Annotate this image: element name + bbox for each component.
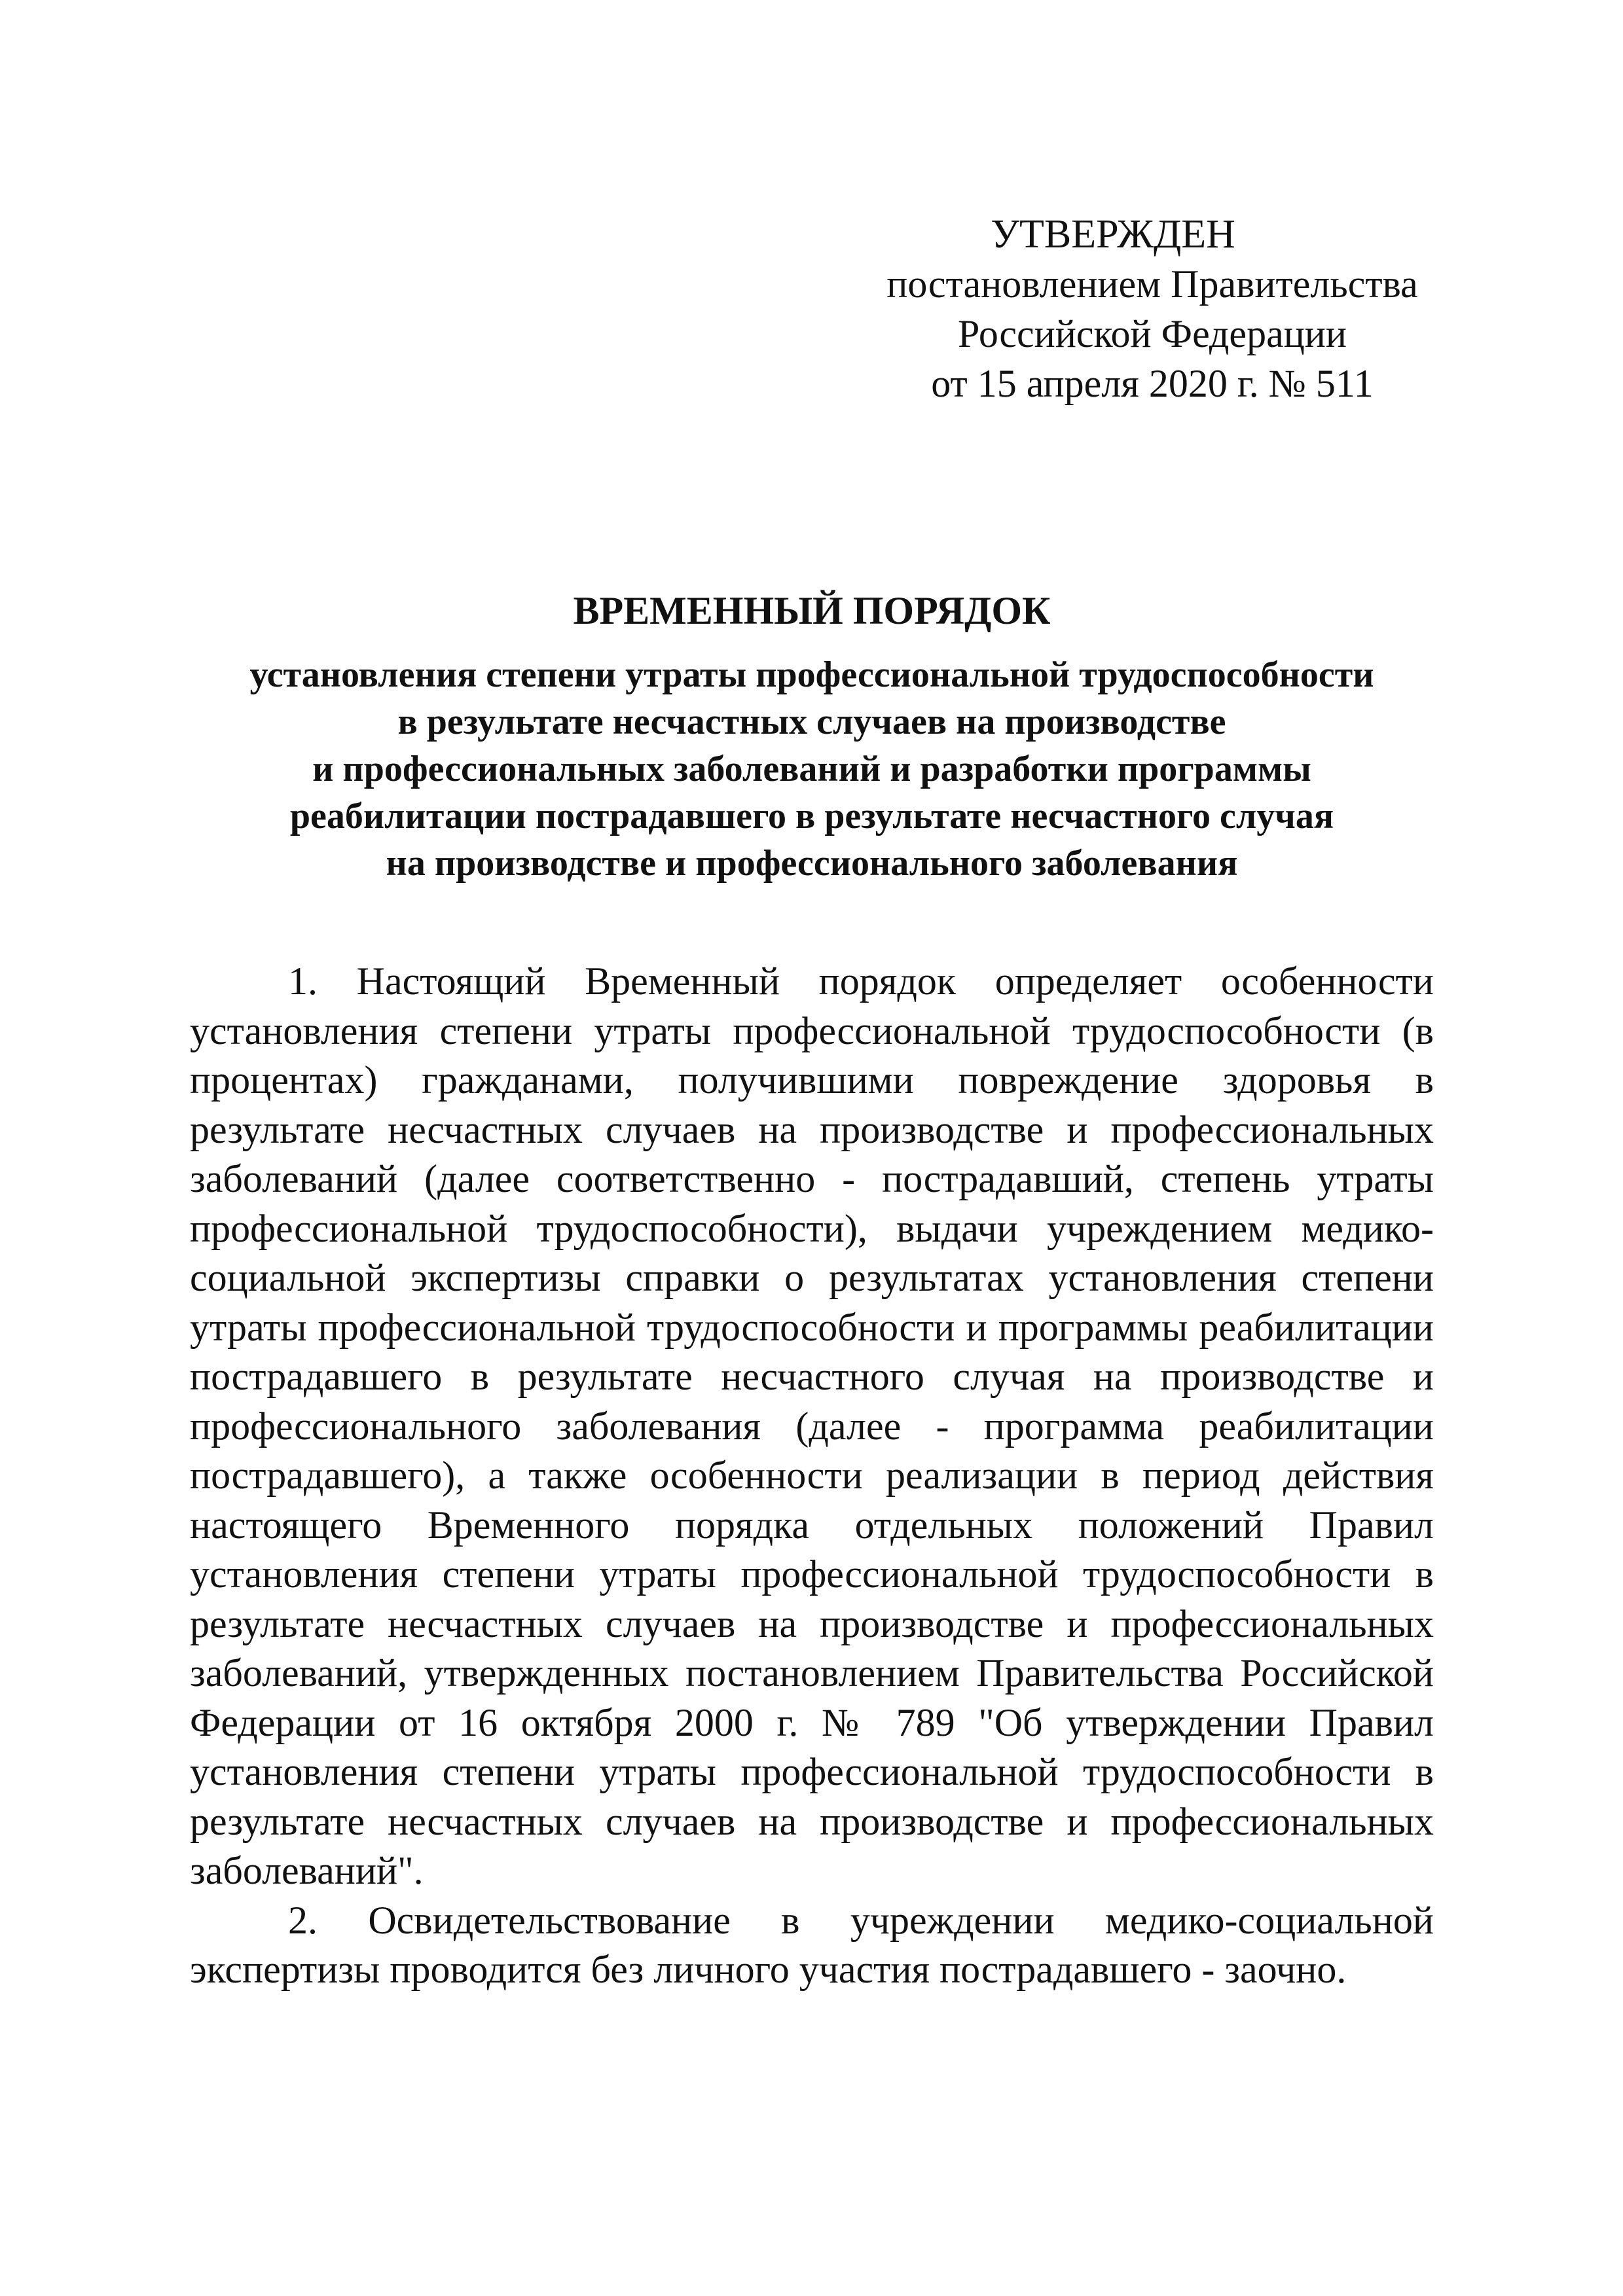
approval-heading: УТВЕРЖДЕН — [991, 212, 1235, 257]
document-subtitle — [190, 651, 1434, 887]
subtitle-line: в результате несчастных случаев на производстве — [397, 702, 1226, 742]
document-title: ВРЕМЕННЫЙ ПОРЯДОК — [573, 589, 1051, 632]
paragraph-2: 2. Освидетельствование в учреждении медико-социальной экспертизы проводится без личного участия пострадавшего - заочно. — [190, 1898, 1434, 1991]
subtitle-line: реабилитации пострадавшего в результате несчастного случая — [289, 796, 1334, 836]
approval-line-1: постановлением Правительства — [886, 262, 1418, 306]
approval-line-3: от 15 апреля 2020 г. № 511 — [931, 362, 1374, 405]
subtitle-line: установления степени утраты профессиональной трудоспособности — [249, 655, 1374, 695]
approval-line-2: Российской Федерации — [957, 312, 1347, 355]
subtitle-line: на производстве и профессионального заболевания — [386, 843, 1238, 884]
document-body — [190, 957, 1434, 1995]
paragraph-1: 1. Настоящий Временный порядок определяет особенности установления степени утраты профессиональной трудоспособности (в процентах) гражданами, получившими повреждение здоровья в результате несчастных случаев на производстве и профессиональных заболеваний (далее соответственно - пострадавший, степень утраты профессиональной трудоспособности), выдачи учреждением медико-социальной экспертизы справки о результатах установления степени утраты профессиональной трудоспособности и программы реабилитации пострадавшего в результате несчастного случая на производстве и профессионального заболевания (далее - программа реабилитации пострадавшего), а также особенности реализации в период действия настоящего Временного порядка отдельных положений Правил установления степени утраты профессиональной трудоспособности в результате несчастных случаев на производстве и профессиональных заболеваний, утвержденных постановлением Правительства Российской Федерации от 16 октября 2000 г. № 789 "Об утверждении Правил установления степени утраты профессиональной трудоспособности в результате несчастных случаев на производстве и профессиональных заболеваний". — [190, 960, 1434, 1892]
approval-stamp — [871, 209, 1434, 408]
subtitle-line: и профессиональных заболеваний и разработки программы — [312, 749, 1311, 789]
